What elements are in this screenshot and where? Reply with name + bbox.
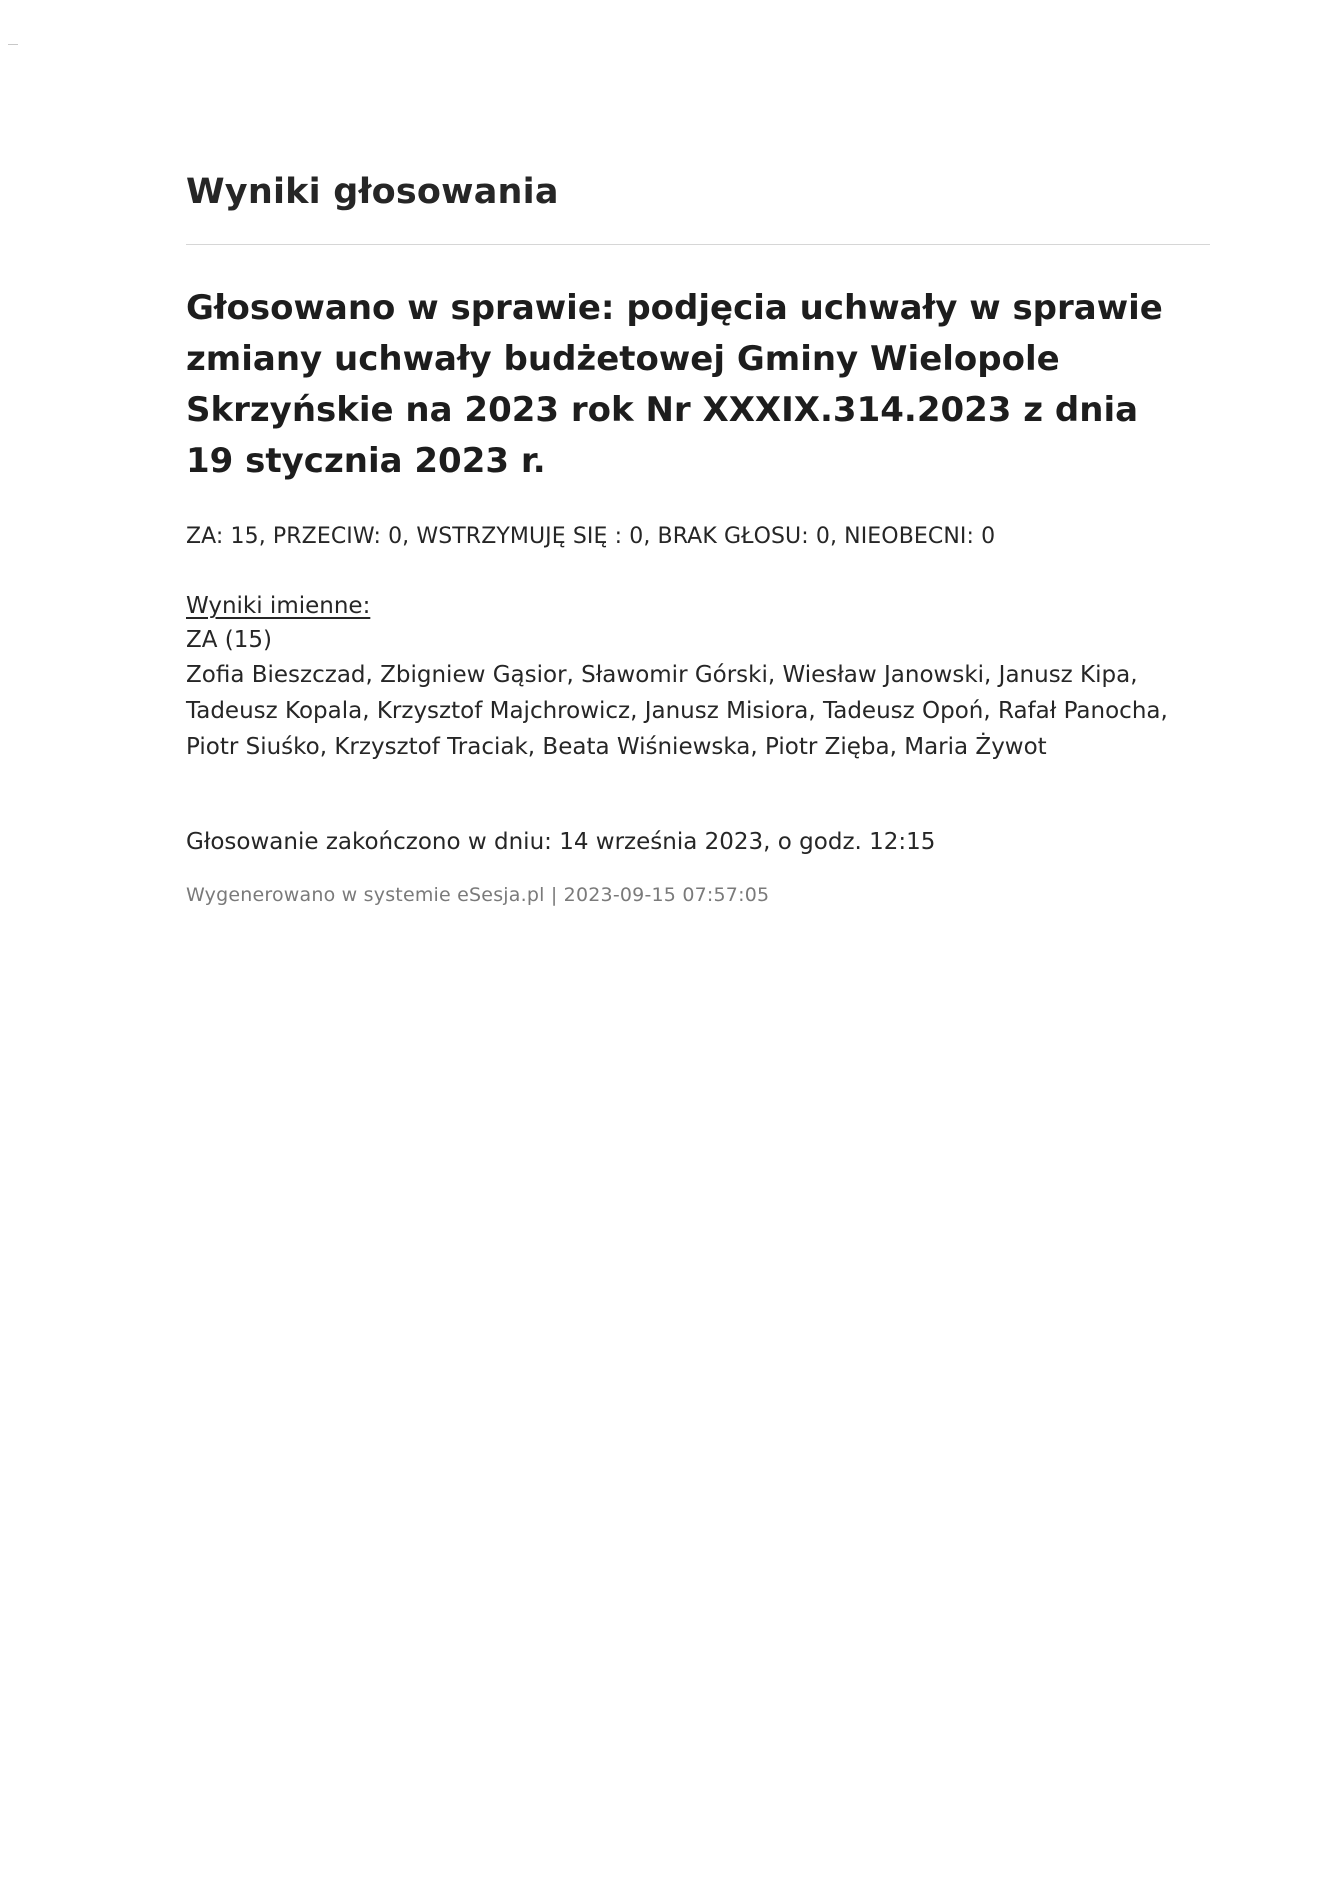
- document-content: [186, 168, 1216, 909]
- generated-footer: Wygenerowano w systemie eSesja.pl | 2023-09-15 07:57:05: [186, 884, 770, 906]
- vote-closing-time: Głosowanie zakończono w dniu: 14 września 2023, o godz. 12:15: [186, 829, 936, 855]
- page-title: Wyniki głosowania: [186, 172, 559, 212]
- scan-edge-mark: [8, 44, 18, 45]
- vote-group-label: ZA (15): [186, 627, 273, 653]
- heading-divider: [186, 244, 1210, 245]
- voter-names-list: Zofia Bieszczad, Zbigniew Gąsior, Sławomir Górski, Wiesław Janowski, Janusz Kipa, Tadeusz Kopala, Krzysztof Majchrowicz, Janusz Misiora, Tadeusz Opoń, Rafał Panocha, Piotr Siuśko, Krzysztof Traciak, Beata Wiśniewska, Piotr Zięba, Maria Żywot: [186, 662, 1168, 760]
- named-results-title: Wyniki imienne:: [186, 593, 371, 619]
- vote-subject: Głosowano w sprawie: podjęcia uchwały w sprawie zmiany uchwały budżetowej Gminy Wielopole Skrzyńskie na 2023 rok Nr XXXIX.314.2023 z dnia 19 stycznia 2023 r.: [186, 288, 1163, 481]
- vote-summary: ZA: 15, PRZECIW: 0, WSTRZYMUJĘ SIĘ : 0, BRAK GŁOSU: 0, NIEOBECNI: 0: [186, 524, 996, 549]
- named-results-section: [186, 589, 1216, 765]
